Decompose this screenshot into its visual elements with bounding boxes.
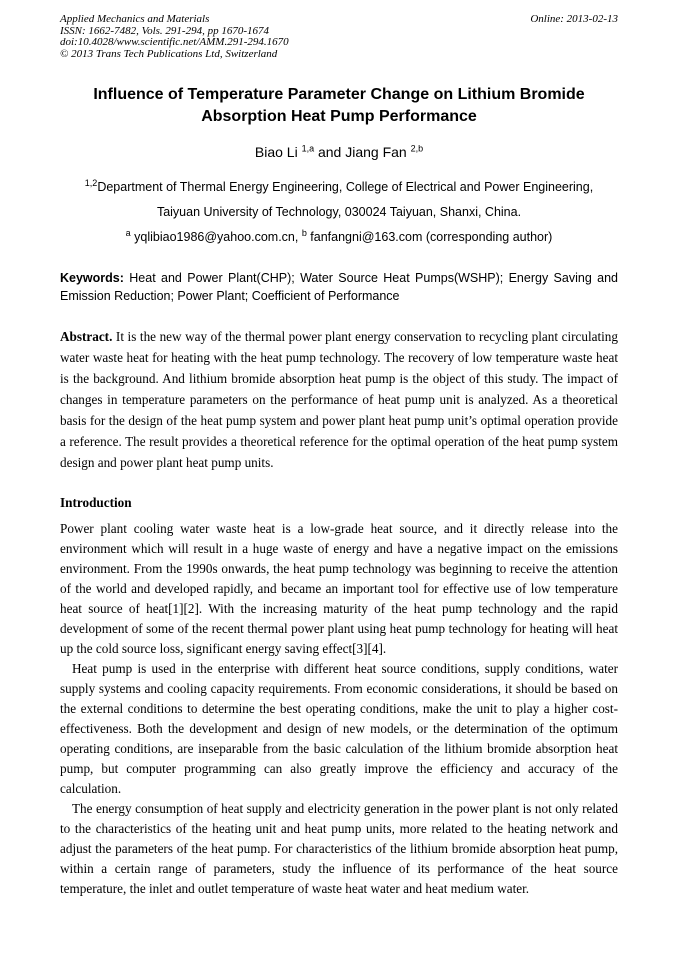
introduction-heading: Introduction: [60, 495, 132, 510]
abstract-text: It is the new way of the thermal power plant energy conservation to recycling plant circulating water waste heat for heating with the heat pump technology. The recovery of low temperature waste heat is the background. And lithium bromide absorption heat pump is the object of this study. The impact of changes in temperature parameters on the performance of heat pump unit is analyzed. As a theoretical basis for the design of the heat pump system and power plant heat pump unit’s optimal operation provide a reference. The result provides a theoretical reference for the optimal operation of the heat pump system design and power plant heat pump units.: [60, 329, 618, 470]
introduction-paragraph-3: The energy consumption of heat supply and electricity generation in the power plant is not only related to the characteristics of the heating unit and heat pump units, more related to the heating network and adjust the parameters of the heat pump. For characteristics of the lithium bromide absorption heat pump, within a certain range of parameters, study the influence of its performance of the heat source temperature, the inlet and outlet temperature of waste heat water and heat medium water.: [60, 801, 618, 896]
email-line: [60, 225, 618, 250]
doi-line: doi:10.4028/www.scientific.net/AMM.291-294.1670: [60, 36, 289, 48]
running-head: [60, 14, 618, 60]
email-b: fanfangni@163.com (corresponding author): [306, 230, 553, 244]
author-1-superscript: 1,a: [301, 143, 315, 154]
abstract-label: Abstract.: [60, 329, 113, 344]
issn-line: ISSN: 1662-7482, Vols. 291-294, pp 1670-1674: [60, 24, 269, 37]
introduction-paragraph-1: Power plant cooling water waste heat is a low-grade heat source, and it directly release into the environment which will result in a huge waste of energy and have a negative impact on the emissions environment. From the 1990s onwards, the heat pump technology was beginning to receive the attention of the world and developed rapidly, and became an important tool for effective use of low temperature heat source of heat[1][2]. With the increasing maturity of the heat pump technology and the rapid development of some of the recent thermal power plant using heat pump technology for heating will heat up the cold source loss, significant energy saving effect[3][4].: [60, 521, 618, 656]
abstract-paragraph: [60, 326, 618, 473]
keywords-text: Heat and Power Plant(CHP); Water Source Heat Pumps(WSHP); Energy Saving and Emission Reduction; Power Plant; Coefficient of Performance: [60, 271, 618, 303]
title-block: [60, 84, 618, 250]
affiliation-block: [60, 175, 618, 250]
keywords-paragraph: [60, 269, 618, 305]
journal-info-block: [60, 14, 289, 60]
author-2-name: Jiang Fan: [345, 144, 407, 160]
introduction-paragraph-2: Heat pump is used in the enterprise with different heat source conditions, supply conditions, water supply systems and cooling capacity requirements. From economic considerations, it should be based on the external conditions to determine the best operating conditions, make the unit to play a higher cost-effectiveness. Both the development and design of new models, or the determination of the optimum operating conditions, are inseparable from the basic calculation of the lithium bromide absorption heat pump, but computer programming can also greatly improve the efficiency and accuracy of the calculation.: [60, 661, 618, 796]
email-a-superscript: a: [125, 227, 131, 238]
page-title: Influence of Temperature Parameter Change on Lithium Bromide Absorption Heat Pump Performance: [93, 86, 585, 125]
journal-name: Applied Mechanics and Materials: [60, 13, 210, 25]
author-1-name: Biao Li: [254, 144, 298, 160]
affiliation-superscript: 1,2: [84, 177, 98, 188]
affiliation-line-1-text: Department of Thermal Energy Engineering, College of Electrical and Power Engineering,: [97, 180, 594, 194]
online-date: Online: 2013-02-13: [530, 13, 618, 25]
author-line: [60, 143, 618, 161]
author-connector: and: [314, 144, 346, 160]
copyright-line: © 2013 Trans Tech Publications Ltd, Switzerland: [60, 47, 278, 60]
affiliation-line-2: Taiyuan University of Technology, 030024 Taiyuan, Shanxi, China.: [156, 205, 522, 219]
introduction-body: [60, 519, 618, 899]
email-b-superscript: b: [301, 227, 307, 238]
email-a: yqlibiao1986@yahoo.com.cn,: [130, 230, 302, 244]
affiliation-line-1: [60, 175, 618, 200]
author-2-superscript: 2,b: [410, 143, 424, 154]
keywords-label: Keywords:: [60, 271, 124, 285]
